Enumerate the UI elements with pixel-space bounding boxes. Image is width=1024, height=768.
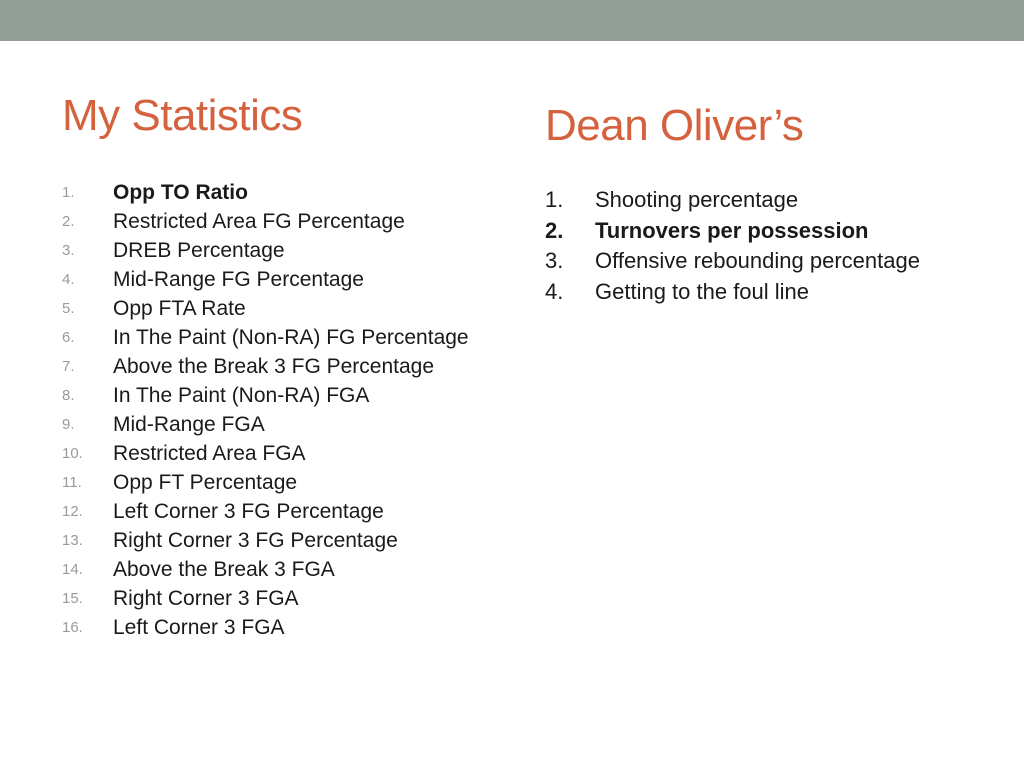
list-item-number: 5. — [62, 300, 75, 317]
list-item-number: 15. — [62, 590, 83, 607]
factor-item — [545, 216, 920, 247]
statistic-item — [62, 410, 469, 439]
list-item-text: Offensive rebounding percentage — [595, 248, 920, 273]
list-item-number: 3. — [545, 248, 564, 273]
list-item-number: 1. — [62, 184, 75, 201]
statistic-item — [62, 323, 469, 352]
list-item-text: Right Corner 3 FG Percentage — [113, 529, 398, 552]
statistic-item — [62, 439, 469, 468]
statistic-item — [62, 265, 469, 294]
list-item-number: 10. — [62, 445, 83, 462]
list-item-number: 12. — [62, 503, 83, 520]
statistic-item — [62, 584, 469, 613]
list-item-text: Turnovers per possession — [595, 217, 869, 243]
factor-item — [545, 277, 920, 308]
statistic-item — [62, 468, 469, 497]
list-item-number: 13. — [62, 532, 83, 549]
list-item-text: Above the Break 3 FGA — [113, 558, 335, 581]
list-item-text: Right Corner 3 FGA — [113, 587, 299, 610]
list-item-text: Restricted Area FG Percentage — [113, 210, 405, 233]
statistic-item — [62, 207, 469, 236]
factor-item — [545, 185, 920, 216]
statistic-item — [62, 555, 469, 584]
list-item-text: Getting to the foul line — [595, 278, 810, 304]
list-item-number: 2. — [545, 217, 564, 243]
list-item-text: Mid-Range FG Percentage — [113, 268, 364, 291]
statistic-item — [62, 352, 469, 381]
statistic-item — [62, 497, 469, 526]
left-title: My Statistics — [62, 91, 303, 140]
list-item-text: Restricted Area FGA — [113, 442, 306, 465]
my-statistics-list — [62, 178, 469, 642]
list-item-text: Shooting percentage — [595, 187, 799, 212]
list-item-text: Mid-Range FGA — [113, 413, 265, 436]
statistic-item — [62, 236, 469, 265]
list-item-number: 7. — [62, 358, 75, 375]
list-item-number: 14. — [62, 561, 83, 578]
right-title: Dean Oliver’s — [545, 101, 804, 150]
statistic-item — [62, 526, 469, 555]
factor-item — [545, 246, 920, 277]
list-item-number: 1. — [545, 187, 564, 212]
dean-olivers-list — [545, 185, 920, 307]
list-item-number: 6. — [62, 329, 75, 346]
list-item-text: DREB Percentage — [113, 239, 285, 262]
list-item-text: Opp TO Ratio — [113, 181, 248, 204]
statistic-item — [62, 613, 469, 642]
list-item-number: 9. — [62, 416, 75, 433]
statistic-item — [62, 294, 469, 323]
list-item-text: In The Paint (Non-RA) FGA — [113, 384, 370, 407]
statistic-item — [62, 178, 469, 207]
list-item-text: Left Corner 3 FG Percentage — [113, 500, 384, 523]
list-item-number: 3. — [62, 242, 75, 259]
list-item-number: 4. — [62, 271, 75, 288]
statistic-item — [62, 381, 469, 410]
list-item-number: 16. — [62, 619, 83, 636]
top-bar — [0, 0, 1024, 41]
list-item-number: 8. — [62, 387, 75, 404]
list-item-text: Left Corner 3 FGA — [113, 616, 285, 639]
list-item-number: 2. — [62, 213, 75, 230]
list-item-text: Opp FT Percentage — [113, 471, 298, 494]
list-item-number: 4. — [545, 278, 564, 304]
list-item-text: In The Paint (Non-RA) FG Percentage — [113, 326, 469, 349]
list-item-text: Opp FTA Rate — [113, 297, 246, 320]
list-item-number: 11. — [62, 474, 82, 491]
list-item-text: Above the Break 3 FG Percentage — [113, 355, 435, 378]
